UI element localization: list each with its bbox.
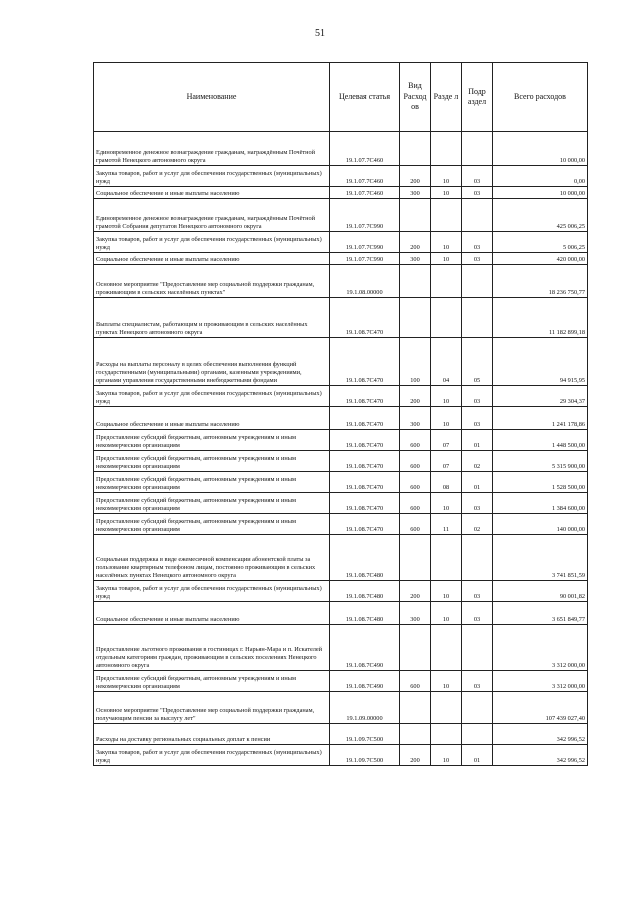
cell-name: Предоставление субсидий бюджетным, автономным учреждениям и иным некоммерческим организациям [94, 493, 330, 514]
cell-podr: 02 [462, 514, 493, 535]
cell-vid: 300 [400, 407, 431, 430]
table-row [94, 232, 588, 253]
cell-razd: 10 [431, 745, 462, 766]
cell-vid: 600 [400, 514, 431, 535]
cell-razd: 10 [431, 671, 462, 692]
cell-podr: 03 [462, 166, 493, 187]
cell-sum: 420 000,00 [493, 253, 588, 265]
cell-vid: 600 [400, 430, 431, 451]
table-row [94, 166, 588, 187]
cell-vid [400, 199, 431, 232]
table-row [94, 265, 588, 298]
cell-sum: 5 006,25 [493, 232, 588, 253]
cell-vid: 600 [400, 451, 431, 472]
table-row [94, 514, 588, 535]
cell-podr: 01 [462, 472, 493, 493]
cell-sum: 3 312 000,00 [493, 625, 588, 671]
cell-code: 19.1.08.7С470 [330, 430, 400, 451]
cell-podr [462, 724, 493, 745]
cell-podr: 03 [462, 671, 493, 692]
cell-code: 19.1.07.7С990 [330, 232, 400, 253]
cell-name: Социальное обеспечение и иные выплаты населению [94, 253, 330, 265]
cell-code: 19.1.08.7С470 [330, 298, 400, 338]
cell-name: Единовременное денежное вознаграждение гражданам, награждённым Почётной грамотой Собрания депутатов Ненецкого автономного округа [94, 199, 330, 232]
cell-podr [462, 692, 493, 724]
cell-name: Единовременное денежное вознаграждение гражданам, награждённым Почётной грамотой Ненецкого автономного округа [94, 132, 330, 166]
cell-vid: 600 [400, 493, 431, 514]
cell-code: 19.1.08.7С490 [330, 625, 400, 671]
cell-code: 19.1.08.7С470 [330, 472, 400, 493]
cell-name: Предоставление субсидий бюджетным, автономным учреждениям и иным некоммерческим организациям [94, 451, 330, 472]
cell-razd [431, 265, 462, 298]
cell-code: 19.1.07.7С990 [330, 253, 400, 265]
cell-name: Основное мероприятие "Предоставление мер социальной поддержки гражданам, получающим пенсии за выслугу лет" [94, 692, 330, 724]
cell-razd: 08 [431, 472, 462, 493]
cell-razd: 11 [431, 514, 462, 535]
cell-vid [400, 298, 431, 338]
cell-razd: 10 [431, 581, 462, 602]
table-row [94, 386, 588, 407]
cell-razd: 07 [431, 451, 462, 472]
cell-podr [462, 625, 493, 671]
cell-vid: 200 [400, 232, 431, 253]
cell-code: 19.1.08.7С470 [330, 514, 400, 535]
cell-podr: 03 [462, 187, 493, 199]
cell-code: 19.1.08.7С480 [330, 535, 400, 581]
cell-sum: 342 996,52 [493, 745, 588, 766]
cell-podr [462, 199, 493, 232]
table-row [94, 724, 588, 745]
cell-name: Предоставление льготного проживания в гостиницах г. Нарьян-Мара и п. Искателей отдельным категориям граждан, проживающим в сельских поселениях Ненецкого автономного округа [94, 625, 330, 671]
table-row [94, 253, 588, 265]
table-row [94, 602, 588, 625]
table-row [94, 132, 588, 166]
cell-code: 19.1.08.7С480 [330, 602, 400, 625]
cell-podr: 03 [462, 232, 493, 253]
cell-podr: 01 [462, 745, 493, 766]
cell-sum: 18 236 750,77 [493, 265, 588, 298]
cell-podr: 03 [462, 407, 493, 430]
cell-code: 19.1.07.7С460 [330, 187, 400, 199]
cell-vid: 300 [400, 602, 431, 625]
cell-razd [431, 535, 462, 581]
cell-name: Предоставление субсидий бюджетным, автономным учреждениям и иным некоммерческим организациям [94, 671, 330, 692]
cell-sum: 342 996,52 [493, 724, 588, 745]
cell-sum: 10 000,00 [493, 132, 588, 166]
cell-razd [431, 199, 462, 232]
cell-name: Закупка товаров, работ и услуг для обеспечения государственных (муниципальных) нужд [94, 745, 330, 766]
cell-sum: 11 182 899,18 [493, 298, 588, 338]
cell-code: 19.1.08.7С490 [330, 671, 400, 692]
cell-razd [431, 132, 462, 166]
cell-code: 19.1.08.00000 [330, 265, 400, 298]
cell-podr: 03 [462, 386, 493, 407]
cell-code: 19.1.08.7С470 [330, 493, 400, 514]
table-row [94, 581, 588, 602]
cell-name: Социальная поддержка в виде ежемесячной компенсации абонентской платы за пользование квартирным телефоном лицам, постоянно проживающим в сельских населённых пунктах Ненецкого автономного округа [94, 535, 330, 581]
table-body [94, 132, 588, 766]
cell-vid [400, 535, 431, 581]
cell-sum: 90 001,82 [493, 581, 588, 602]
cell-sum: 0,00 [493, 166, 588, 187]
cell-code: 19.1.09.7С500 [330, 724, 400, 745]
cell-razd [431, 692, 462, 724]
cell-razd: 10 [431, 253, 462, 265]
cell-vid: 300 [400, 187, 431, 199]
cell-sum: 107 439 027,40 [493, 692, 588, 724]
cell-razd: 10 [431, 166, 462, 187]
cell-name: Выплаты специалистам, работающим и проживающим в сельских населённых пунктах Ненецкого автономного округа [94, 298, 330, 338]
cell-podr: 03 [462, 602, 493, 625]
table-row [94, 692, 588, 724]
table-row [94, 625, 588, 671]
cell-code: 19.1.08.7С470 [330, 451, 400, 472]
cell-sum: 29 304,37 [493, 386, 588, 407]
cell-code: 19.1.07.7С460 [330, 132, 400, 166]
table-row [94, 407, 588, 430]
table-row [94, 671, 588, 692]
cell-razd: 10 [431, 407, 462, 430]
cell-sum: 3 312 000,00 [493, 671, 588, 692]
table-row [94, 338, 588, 386]
table-row [94, 199, 588, 232]
cell-code: 19.1.07.7С460 [330, 166, 400, 187]
page-number: 51 [315, 28, 325, 39]
cell-sum: 3 651 849,77 [493, 602, 588, 625]
cell-razd [431, 724, 462, 745]
cell-razd: 10 [431, 493, 462, 514]
header-total: Всего расходов [493, 63, 588, 132]
cell-name: Социальное обеспечение и иные выплаты населению [94, 407, 330, 430]
cell-name: Закупка товаров, работ и услуг для обеспечения государственных (муниципальных) нужд [94, 581, 330, 602]
header-razd: Разде л [431, 63, 462, 132]
cell-podr: 03 [462, 493, 493, 514]
cell-sum: 1 241 178,86 [493, 407, 588, 430]
cell-vid [400, 265, 431, 298]
cell-razd [431, 298, 462, 338]
cell-name: Предоставление субсидий бюджетным, автономным учреждениям и иным некоммерческим организациям [94, 514, 330, 535]
table-row [94, 430, 588, 451]
cell-podr: 01 [462, 430, 493, 451]
cell-razd: 10 [431, 386, 462, 407]
cell-name: Расходы на выплаты персоналу в целях обеспечения выполнения функций государственными (муниципальными) органами, казенными учреждениями, органами управления государственными внебюджетными фондами [94, 338, 330, 386]
cell-code: 19.1.08.7С470 [330, 407, 400, 430]
cell-name: Закупка товаров, работ и услуг для обеспечения государственных (муниципальных) нужд [94, 386, 330, 407]
cell-vid: 200 [400, 386, 431, 407]
cell-podr: 03 [462, 253, 493, 265]
cell-vid: 200 [400, 581, 431, 602]
cell-name: Основное мероприятие "Предоставление мер социальной поддержки гражданам, проживающим в сельских населённых пунктах" [94, 265, 330, 298]
table-header-row [94, 63, 588, 132]
cell-vid: 200 [400, 745, 431, 766]
cell-razd: 10 [431, 187, 462, 199]
header-code: Целевая статья [330, 63, 400, 132]
cell-code: 19.1.07.7С990 [330, 199, 400, 232]
cell-name: Закупка товаров, работ и услуг для обеспечения государственных (муниципальных) нужд [94, 166, 330, 187]
table-row [94, 451, 588, 472]
cell-vid [400, 132, 431, 166]
cell-podr [462, 535, 493, 581]
cell-podr [462, 265, 493, 298]
cell-razd: 10 [431, 232, 462, 253]
cell-razd: 10 [431, 602, 462, 625]
cell-name: Закупка товаров, работ и услуг для обеспечения государственных (муниципальных) нужд [94, 232, 330, 253]
cell-podr: 05 [462, 338, 493, 386]
table-row [94, 472, 588, 493]
header-vid: Вид Расход ов [400, 63, 431, 132]
cell-code: 19.1.08.7С470 [330, 338, 400, 386]
cell-sum: 1 448 500,00 [493, 430, 588, 451]
cell-razd: 07 [431, 430, 462, 451]
table-row [94, 298, 588, 338]
table-row [94, 535, 588, 581]
table-row [94, 745, 588, 766]
cell-sum: 5 315 900,00 [493, 451, 588, 472]
cell-code: 19.1.09.00000 [330, 692, 400, 724]
cell-razd [431, 625, 462, 671]
table-row [94, 187, 588, 199]
cell-vid: 200 [400, 166, 431, 187]
cell-podr [462, 298, 493, 338]
cell-code: 19.1.08.7С480 [330, 581, 400, 602]
cell-podr: 02 [462, 451, 493, 472]
cell-name: Расходы на доставку региональных социальных доплат к пенсии [94, 724, 330, 745]
cell-vid: 600 [400, 671, 431, 692]
cell-name: Социальное обеспечение и иные выплаты населению [94, 187, 330, 199]
header-name: Наименование [94, 63, 330, 132]
cell-sum: 94 915,95 [493, 338, 588, 386]
cell-podr [462, 132, 493, 166]
cell-name: Предоставление субсидий бюджетным, автономным учреждениям и иным некоммерческим организациям [94, 472, 330, 493]
cell-vid: 100 [400, 338, 431, 386]
cell-vid [400, 692, 431, 724]
cell-vid: 600 [400, 472, 431, 493]
cell-vid [400, 724, 431, 745]
cell-sum: 3 741 851,59 [493, 535, 588, 581]
cell-code: 19.1.08.7С470 [330, 386, 400, 407]
cell-razd: 04 [431, 338, 462, 386]
cell-sum: 1 528 500,00 [493, 472, 588, 493]
cell-vid: 300 [400, 253, 431, 265]
table-row [94, 493, 588, 514]
cell-vid [400, 625, 431, 671]
cell-sum: 140 000,00 [493, 514, 588, 535]
cell-code: 19.1.09.7С500 [330, 745, 400, 766]
cell-name: Предоставление субсидий бюджетным, автономным учреждениям и иным некоммерческим организациям [94, 430, 330, 451]
cell-name: Социальное обеспечение и иные выплаты населению [94, 602, 330, 625]
budget-table [93, 62, 588, 766]
cell-sum: 425 006,25 [493, 199, 588, 232]
header-podr: Подр аздел [462, 63, 493, 132]
cell-sum: 10 000,00 [493, 187, 588, 199]
cell-sum: 1 384 600,00 [493, 493, 588, 514]
cell-podr: 03 [462, 581, 493, 602]
